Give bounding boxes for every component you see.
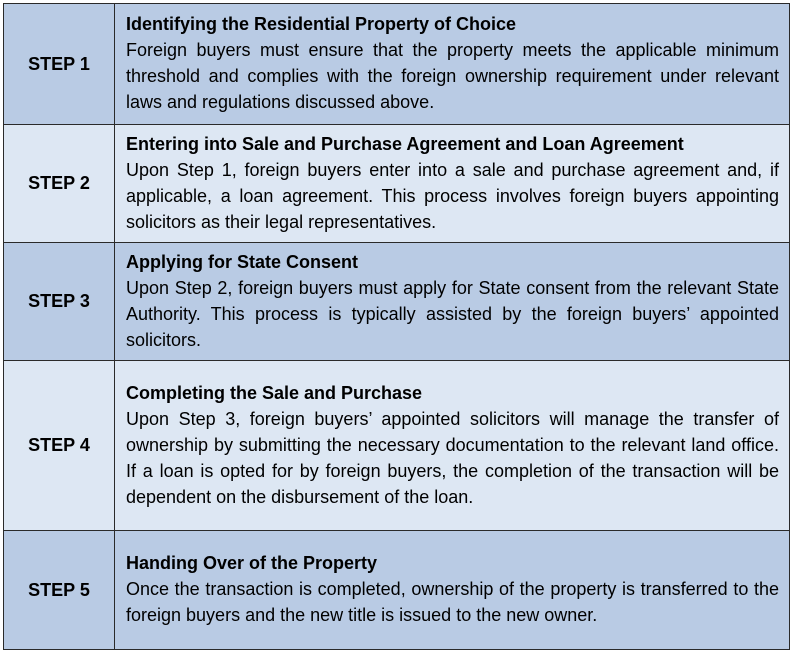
step-row: [4, 243, 790, 361]
step-title: Completing the Sale and Purchase: [126, 382, 423, 403]
step-description: Upon Step 3, foreign buyers’ appointed solicitors will manage the transfer of ownership by submitting the necessary documentation to the relevant land office. If a loan is opted for by foreign buyers, the completion of the transaction will be dependent on the disbursement of the loan.: [126, 408, 779, 507]
steps-table: [3, 3, 790, 650]
step-description: Foreign buyers must ensure that the property meets the applicable minimum threshold and complies with the foreign ownership requirement under relevant laws and regulations discussed above.: [126, 40, 779, 112]
step-title: Entering into Sale and Purchase Agreement and Loan Agreement: [126, 133, 684, 154]
step-description: Upon Step 1, foreign buyers enter into a sale and purchase agreement and, if applicable, a loan agreement. This process involves foreign buyers appointing solicitors as their legal representatives.: [126, 159, 779, 232]
step-row: [4, 531, 790, 650]
step-label: STEP 4: [4, 361, 115, 531]
step-content: [115, 243, 790, 361]
step-description: Upon Step 2, foreign buyers must apply for State consent from the relevant State Authority. This process is typically assisted by the foreign buyers’ appointed solicitors.: [126, 277, 779, 350]
step-content: [115, 4, 790, 125]
step-row: [4, 4, 790, 125]
step-label: STEP 5: [4, 531, 115, 650]
step-content: [115, 361, 790, 531]
step-content: [115, 125, 790, 243]
step-row: [4, 125, 790, 243]
step-row: [4, 361, 790, 531]
step-label: STEP 2: [4, 125, 115, 243]
step-content: [115, 531, 790, 650]
step-title: Applying for State Consent: [126, 251, 359, 272]
step-label: STEP 1: [4, 4, 115, 125]
step-title: Handing Over of the Property: [126, 553, 378, 573]
step-label: STEP 3: [4, 243, 115, 361]
step-title: Identifying the Residential Property of Choice: [126, 14, 517, 34]
step-description: Once the transaction is completed, ownership of the property is transferred to the foreign buyers and the new title is issued to the new owner.: [126, 579, 779, 625]
